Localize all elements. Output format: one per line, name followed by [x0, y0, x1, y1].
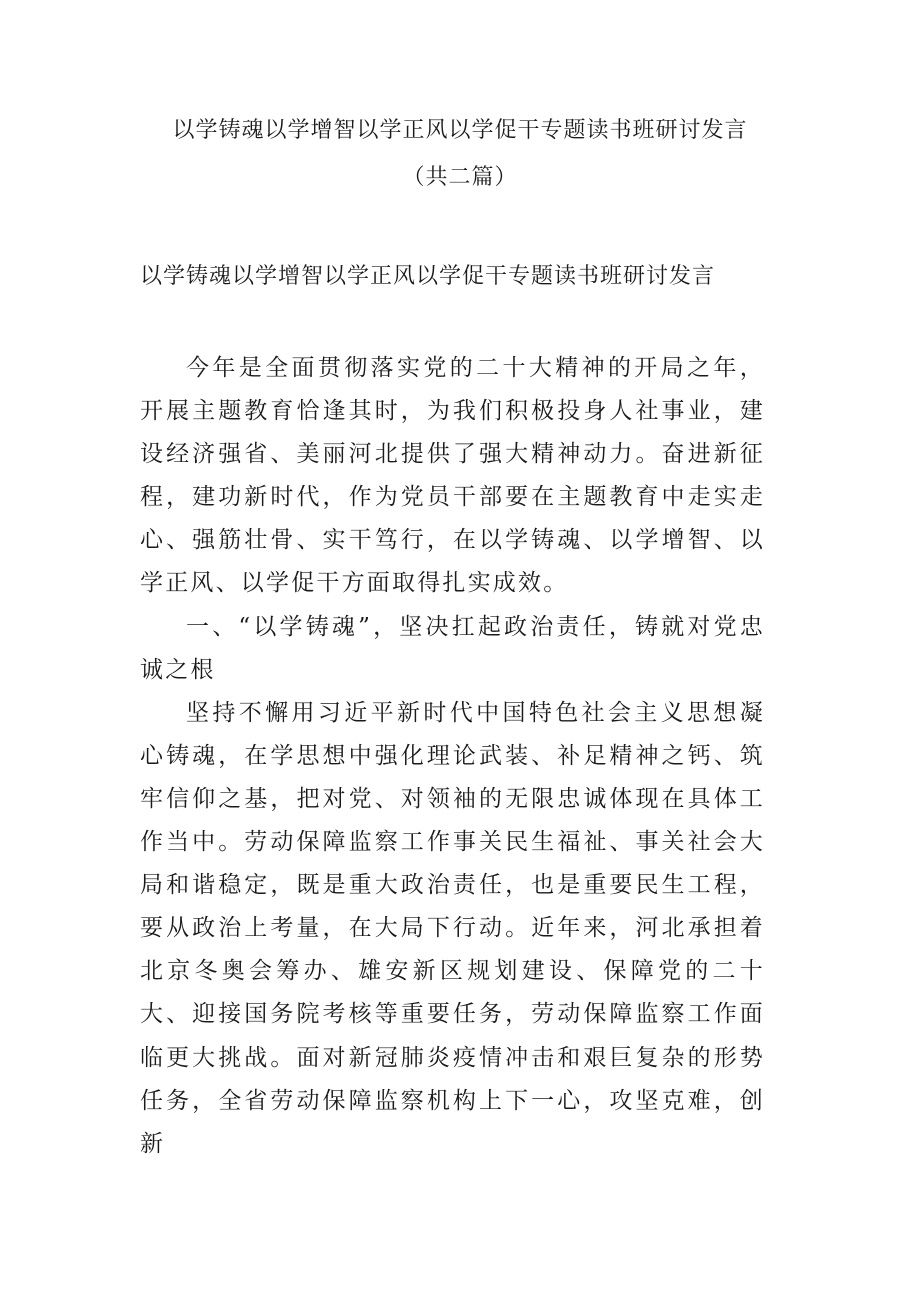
document-title: 以学铸魂以学增智以学正风以学促干专题读书班研讨发言 — [172, 118, 748, 143]
paragraph-body-one: 坚持不懈用习近平新时代中国特色社会主义思想凝心铸魂，在学思想中强化理论武装、补足精神之钙、筑牢信仰之基，把对党、对领袖的无限忠诚体现在具体工作当中。劳动保障监察工作事关民生福祉、事关社会大局和谐稳定，既是重大政治责任，也是重要民生工程，要从政治上考量，在大局下行动。近年来，河北承担着北京冬奥会筹办、雄安新区规划建设、保障党的二十大、迎接国务院考核等重要任务，劳动保障监察工作面临更大挑战。面对新冠肺炎疫情冲击和艰巨复杂的形势任务，全省劳动保障监察机构上下一心，攻坚克难，创新 — [140, 699, 765, 1157]
paragraph-intro: 今年是全面贯彻落实党的二十大精神的开局之年，开展主题教育恰逢其时，为我们积极投身人社事业，建设经济强省、美丽河北提供了强大精神动力。奋进新征程，建功新时代，作为党员干部要在主题教育中走实走心、强筋壮骨、实干笃行，在以学铸魂、以学增智、以学正风、以学促干方面取得扎实成效。 — [140, 355, 765, 597]
section-title: 以学铸魂以学增智以学正风以学促干专题读书班研讨发言 — [140, 264, 716, 289]
document-title-note: （共二篇） — [402, 165, 518, 190]
document-body — [140, 347, 765, 1166]
paragraph-heading-one: 一、“以学铸魂”，坚决扛起政治责任，铸就对党忠诚之根 — [140, 613, 765, 683]
